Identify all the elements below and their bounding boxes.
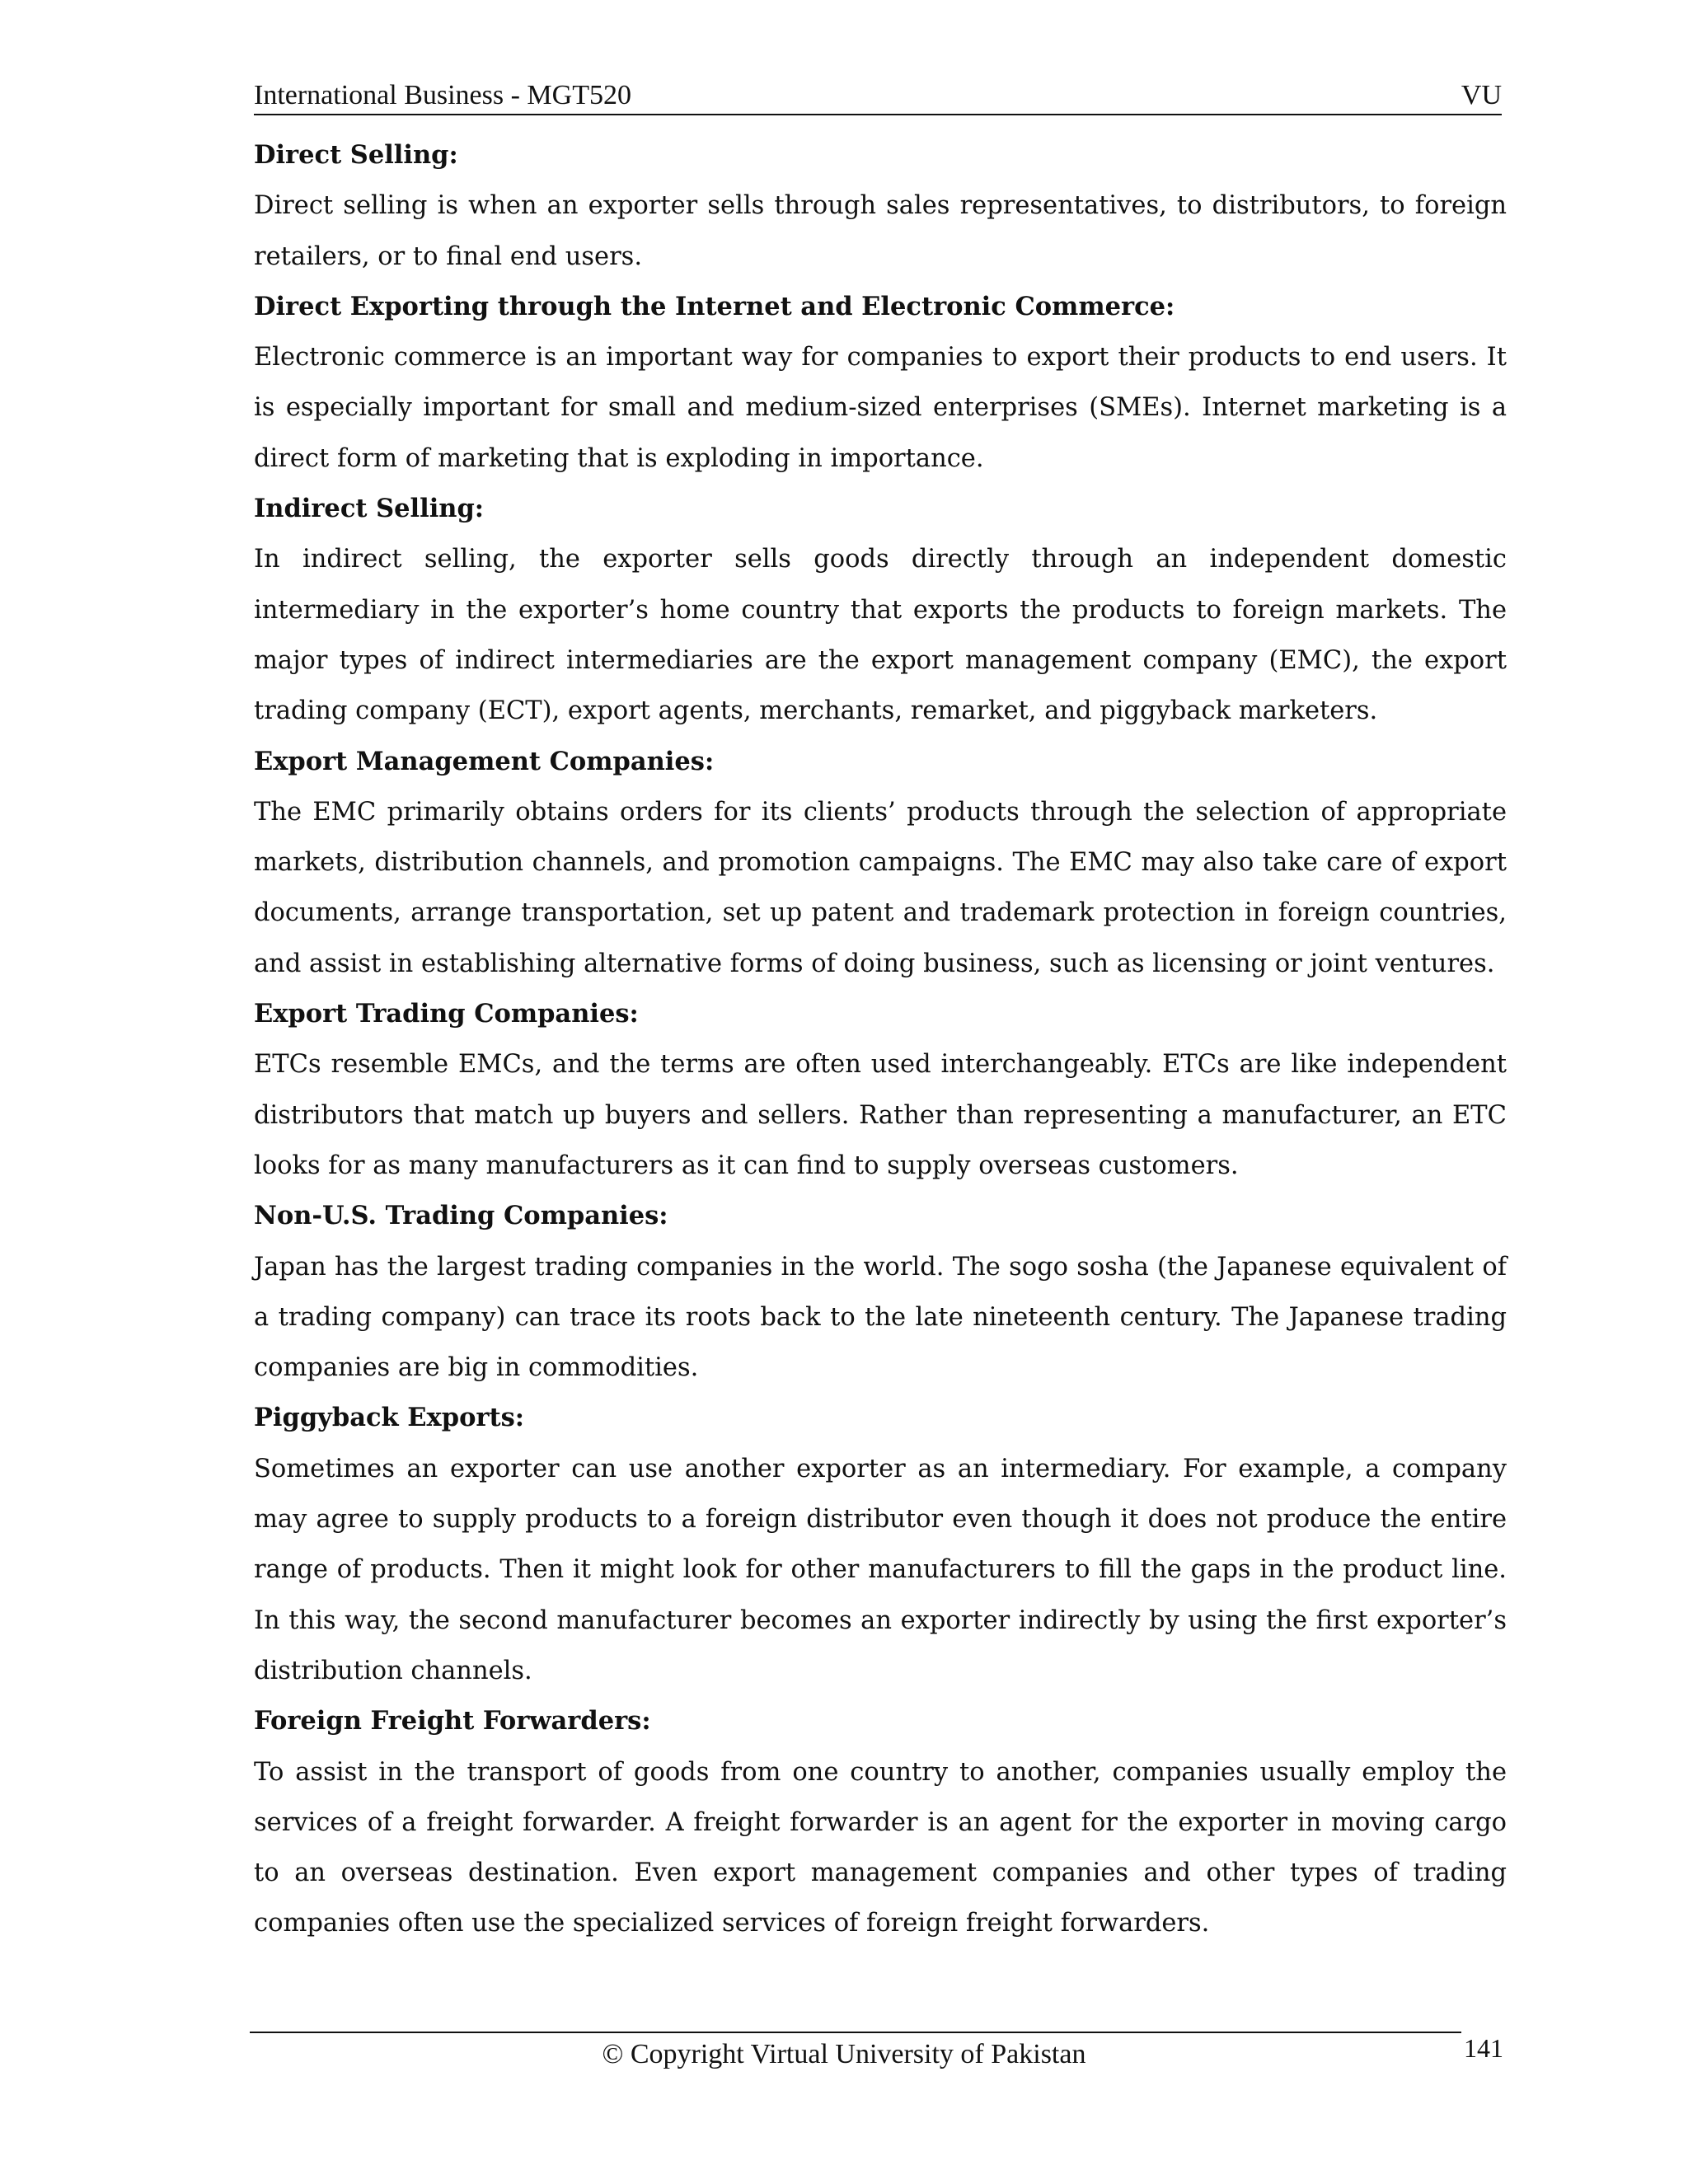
course-title: International Business - MGT520 [254,80,631,110]
section-non-us-trading-companies [254,1191,1507,1393]
section-paragraph: Direct selling is when an exporter sells through sales representatives, to distributors, to foreign retailers, or to final end users. [254,191,1507,271]
footer-divider [250,2032,1461,2033]
section-paragraph: The EMC primarily obtains orders for its clients’ products through the selection of appropriate markets, distribution channels, and promotion campaigns. The EMC may also take care of export documents, arrange transportation, set up patent and trademark protection in foreign countries, and assist in establishing alternative forms of doing business, such as licensing or joint ventures. [254,797,1507,978]
section-export-trading-companies [254,989,1507,1191]
section-heading: Export Trading Companies: [254,999,639,1029]
page-header [254,77,1502,115]
section-heading: Direct Exporting through the Internet and Electronic Commerce: [254,291,1175,321]
page-number: 141 [1464,2033,1503,2063]
section-paragraph: Electronic commerce is an important way for companies to export their products to end users. It is especially important for small and medium-sized enterprises (SMEs). Internet marketing is a direct form of marketing that is exploding in importance. [254,343,1507,473]
section-heading: Direct Selling: [254,140,458,170]
footer-copyright: © Copyright Virtual University of Pakistan [602,2039,1086,2069]
section-direct-selling [254,130,1507,282]
section-foreign-freight-forwarders [254,1696,1507,1948]
section-heading: Indirect Selling: [254,494,485,524]
section-paragraph: ETCs resemble EMCs, and the terms are often used interchangeably. ETCs are like independent distributors that match up buyers and sellers. Rather than representing a manufacturer, an ETC looks for as many manufacturers as it can find to supply overseas customers. [254,1050,1507,1180]
document-body [254,130,1507,1949]
section-export-management-companies [254,737,1507,989]
section-piggyback-exports [254,1393,1507,1696]
section-indirect-selling [254,484,1507,736]
section-paragraph: Sometimes an exporter can use another exporter as an intermediary. For example, a company may agree to supply products to a foreign distributor even though it does not produce the entire range of products. Then it might look for other manufacturers to fill the gaps in the product line. In this way, the second manufacturer becomes an exporter indirectly by using the first exporter’s distribution channels. [254,1454,1507,1685]
section-heading: Piggyback Exports: [254,1403,524,1433]
section-heading: Export Management Companies: [254,746,715,776]
institution-short-name: VU [1461,80,1502,110]
section-direct-exporting-internet [254,282,1507,484]
section-heading: Foreign Freight Forwarders: [254,1706,651,1736]
section-heading: Non-U.S. Trading Companies: [254,1201,668,1231]
section-paragraph: Japan has the largest trading companies in the world. The sogo sosha (the Japanese equivalent of a trading company) can trace its roots back to the late nineteenth century. The Japanese trading companies are big in commodities. [254,1252,1507,1383]
section-paragraph: To assist in the transport of goods from one country to another, companies usually employ the services of a freight forwarder. A freight forwarder is an agent for the exporter in moving cargo to an overseas destination. Even export management companies and other types of trading companies often use the specialized services of foreign freight forwarders. [254,1757,1507,1938]
section-paragraph: In indirect selling, the exporter sells goods directly through an independent domestic intermediary in the exporter’s home country that exports the products to foreign markets. The major types of indirect intermediaries are the export management company (EMC), the export trading company (ECT), export agents, merchants, remarket, and piggyback marketers. [254,545,1507,726]
